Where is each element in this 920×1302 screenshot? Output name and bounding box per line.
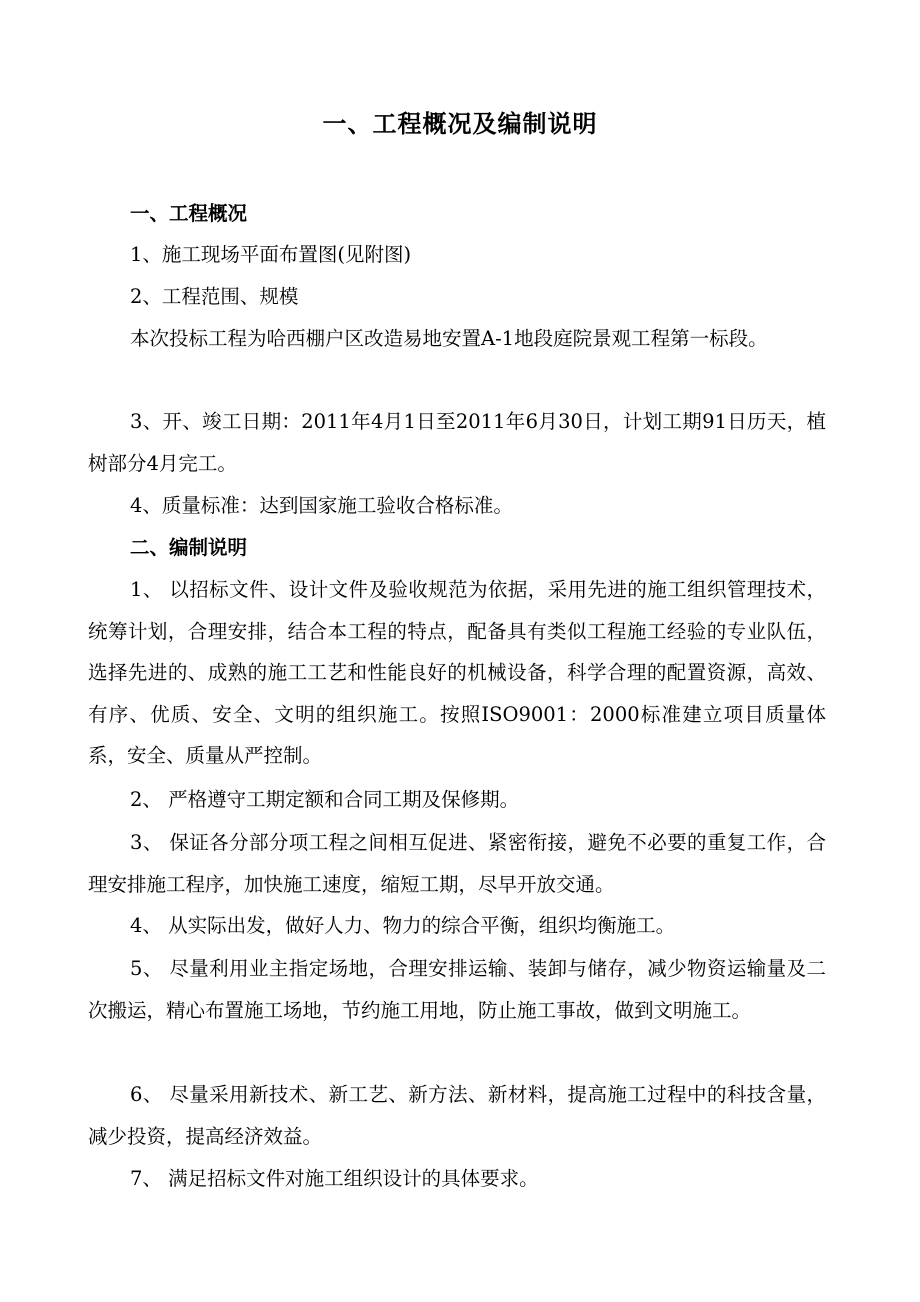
section2-item-4: 4、 从实际出发，做好人力、物力的综合平衡，组织均衡施工。	[130, 914, 676, 937]
section1-heading: 一、工程概况	[130, 202, 248, 225]
section2-item-1: 1、 以招标文件、设计文件及验收规范为依据，采用先进的施工组织管理技术，统筹计划，合理安排，结合本工程的特点，配备具有类似工程施工经验的专业队伍，选择先进的、成熟的施工工艺和性能良好的机械设备，科学合理的配置资源，高效、有序、优质、安全、文明的组织施工。按照ISO9001：2000标准建立项目质量体系，安全、质量从严控制。	[88, 578, 826, 767]
section1-item-4: 4、质量标准：达到国家施工验收合格标准。	[130, 494, 513, 517]
section1-item-1: 1、施工现场平面布置图(见附图)	[130, 243, 412, 266]
section1-paragraph-scope: 本次投标工程为哈西棚户区改造易地安置A-1地段庭院景观工程第一标段。	[130, 327, 768, 350]
section2-item-2: 2、 严格遵守工期定额和合同工期及保修期。	[130, 788, 520, 811]
section2-item-6: 6、 尽量采用新技术、新工艺、新方法、新材料，提高施工过程中的科技含量，减少投资，提高经济效益。	[88, 1083, 826, 1148]
document-title: 一、工程概况及编制说明	[322, 109, 598, 138]
section2-item-3: 3、 保证各分部分项工程之间相互促进、紧密衔接，避免不必要的重复工作，合理安排施工程序，加快施工速度，缩短工期，尽早开放交通。	[88, 831, 826, 896]
section1-item-2: 2、工程范围、规模	[130, 285, 299, 308]
section2-item-5: 5、 尽量利用业主指定场地，合理安排运输、装卸与储存，减少物资运输量及二次搬运，精心布置施工场地，节约施工用地，防止施工事故，做到文明施工。	[88, 957, 826, 1022]
section2-item-7: 7、 满足招标文件对施工组织设计的具体要求。	[130, 1167, 539, 1190]
section1-item-3: 3、开、竣工日期：2011年4月1日至2011年6月30日，计划工期91日历天，植树部分4月完工。	[88, 410, 826, 475]
section2-heading: 二、编制说明	[130, 536, 248, 559]
